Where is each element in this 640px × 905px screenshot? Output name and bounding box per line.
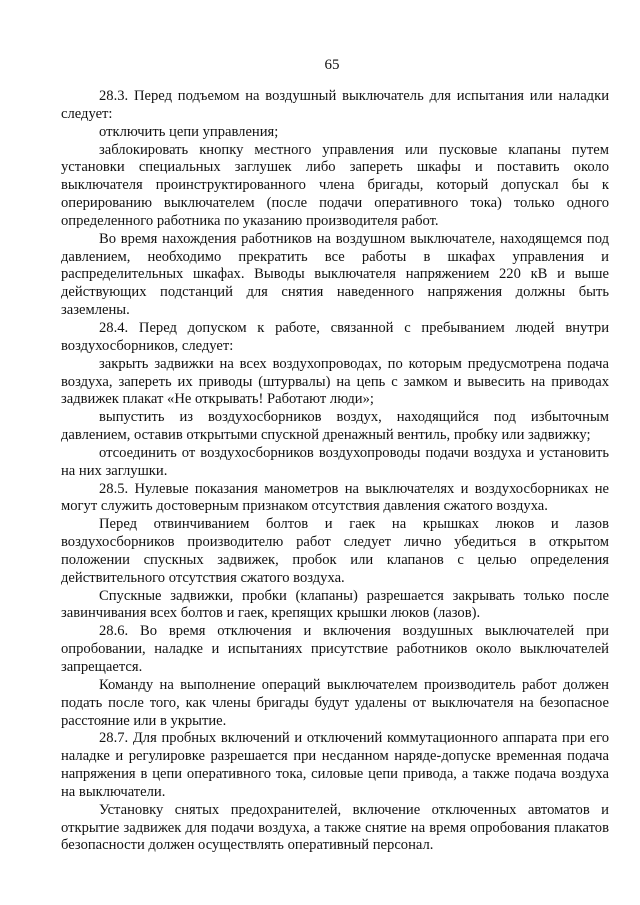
paragraph: Во время нахождения работников на воздушном выключателе, находящемся под давлением, необходимо прекратить все работы в шкафах управления и распределительных шкафах. Выводы выключателя напряжением 220 кВ и выше действующих подстанций для снятия наведенного напряжения должны быть заземлены. bbox=[61, 230, 609, 319]
paragraph: Команду на выполнение операций выключателем производитель работ должен подать после того, как члены бригады будут удалены от выключателя на безопасное расстояние или в укрытие. bbox=[61, 676, 609, 729]
list-item: выпустить из воздухосборников воздух, находящийся под избыточным давлением, оставив открытыми спускной дренажный вентиль, пробку или задвижку; bbox=[61, 409, 609, 444]
document-body bbox=[61, 88, 609, 855]
paragraph: Перед отвинчиванием болтов и гаек на крышках люков и лазов воздухосборников производителю работ следует лично убедиться в открытом положении спускных задвижек, пробок или клапанов с целью определения действительного отсутствия сжатого воздуха. bbox=[61, 516, 609, 586]
paragraph: Спускные задвижки, пробки (клапаны) разрешается закрывать только после завинчивания всех болтов и гаек, крепящих крышки люков (лазов). bbox=[61, 587, 609, 622]
list-item: отсоединить от воздухосборников воздухопроводы подачи воздуха и установить на них заглушки. bbox=[61, 444, 609, 479]
list-item: отключить цепи управления; bbox=[99, 123, 279, 140]
page-number: 65 bbox=[324, 57, 340, 73]
paragraph-28-3: 28.3. Перед подъемом на воздушный выключатель для испытания или наладки следует: bbox=[61, 88, 609, 122]
list-item: заблокировать кнопку местного управления или пусковые клапаны путем установки специальных заглушек либо запереть шкафы и поставить около выключателя проинструктированного члена бригады, который допускал бы к оперированию выключателем (после подачи оперативного тока) только одного определенного работника по указанию производителя работ. bbox=[61, 141, 609, 229]
paragraph: Установку снятых предохранителей, включение отключенных автоматов и открытие задвижек для подачи воздуха, а также снятие на время опробования плакатов безопасности должен осуществлять оперативный персонал. bbox=[61, 801, 609, 854]
paragraph-28-4: 28.4. Перед допуском к работе, связанной с пребыванием людей внутри воздухосборников, следует: bbox=[61, 319, 609, 354]
list-item: закрыть задвижки на всех воздухопроводах, по которым предусмотрена подача воздуха, запереть их приводы (штурвалы) на цепь с замком и вывесить на приводах задвижек плакат «Не открывать! Работают люди»; bbox=[61, 355, 609, 408]
paragraph-28-7: 28.7. Для пробных включений и отключений коммутационного аппарата при его наладке и регулировке разрешается при несданном наряде-допуске временная подача напряжения в цепи оперативного тока, силовые цепи привода, а также подача воздуха на выключатели. bbox=[61, 730, 609, 800]
paragraph-28-6: 28.6. Во время отключения и включения воздушных выключателей при опробовании, наладке и испытаниях присутствие работников около выключателей запрещается. bbox=[61, 623, 609, 675]
paragraph-28-5: 28.5. Нулевые показания манометров на выключателях и воздухосборниках не могут служить достоверным признаком отсутствия давления сжатого воздуха. bbox=[61, 480, 609, 515]
